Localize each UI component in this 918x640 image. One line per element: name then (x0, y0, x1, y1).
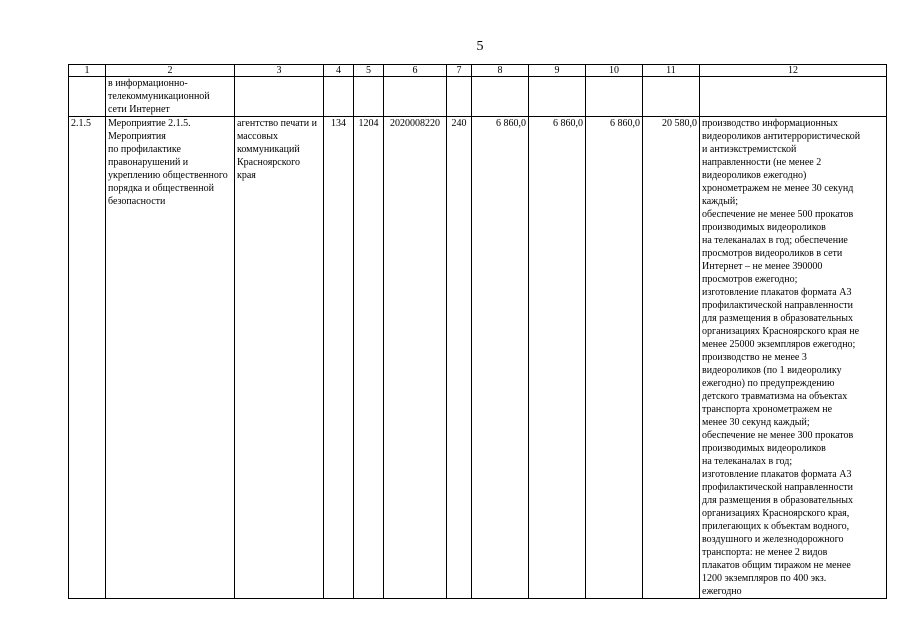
expected-result: производство информационных видеороликов антитеррористической и антиэкстремистской направленности (не менее 2 видеороликов ежегодно) хронометражем не менее 30 секунд каждый; обеспечение не менее 500 прокатов производимых видеороликов на телеканалах в год; обеспечение просмотров видеороликов в сети Интернет – не менее 390000 просмотров ежегодно; изготовление плакатов формата А3 профилактической направленности для размещения в образовательных организациях Красноярского края не менее 25000 экземпляров ежегодно; производство не менее 3 видеороликов (по 1 видеоролику ежегодно) по предупреждению детского травматизма на объектах транспорта хронометражем не менее 30 секунд каждый; обеспечение не менее 300 прокатов производимых видеороликов на телеканалах в год; изготовление плакатов формата А3 профилактической направленности для размещения в образовательных организациях Красноярского края, прилегающих к объектам водного, воздушного и железнодорожного транспорта: не менее 2 видов плакатов общим тиражом не менее 1200 экземпляров по 400 экз. ежегодно (700, 117, 887, 599)
column-number: 6 (384, 65, 447, 77)
column-number: 9 (529, 65, 586, 77)
column-number: 2 (106, 65, 235, 77)
column-number: 3 (235, 65, 324, 77)
amount-year-1: 6 860,0 (472, 117, 529, 599)
amount-year-3: 6 860,0 (586, 117, 643, 599)
column-numbers-row (69, 65, 887, 77)
column-number: 8 (472, 65, 529, 77)
column-number: 10 (586, 65, 643, 77)
grbs-code: 134 (324, 117, 354, 599)
csr-code: 2020008220 (384, 117, 447, 599)
column-number: 4 (324, 65, 354, 77)
program-table (68, 64, 887, 599)
table-row-2-1-5 (69, 117, 887, 599)
amount-year-2: 6 860,0 (529, 117, 586, 599)
continuation-text: в информационно- телекоммуникационной сети Интернет (106, 77, 235, 117)
event-name: Мероприятие 2.1.5. Мероприятия по профилактике правонарушений и укреплению общественного порядка и общественной безопасности (106, 117, 235, 599)
column-number: 12 (700, 65, 887, 77)
vr-code: 240 (447, 117, 472, 599)
column-number: 11 (643, 65, 700, 77)
rzpr-code: 1204 (354, 117, 384, 599)
column-number: 5 (354, 65, 384, 77)
page-number: 5 (476, 39, 484, 54)
executor: агентство печати и массовых коммуникаций Красноярского края (235, 117, 324, 599)
row-number: 2.1.5 (69, 117, 106, 599)
amount-total: 20 580,0 (643, 117, 700, 599)
column-number: 1 (69, 65, 106, 77)
column-number: 7 (447, 65, 472, 77)
continuation-row (69, 77, 887, 117)
